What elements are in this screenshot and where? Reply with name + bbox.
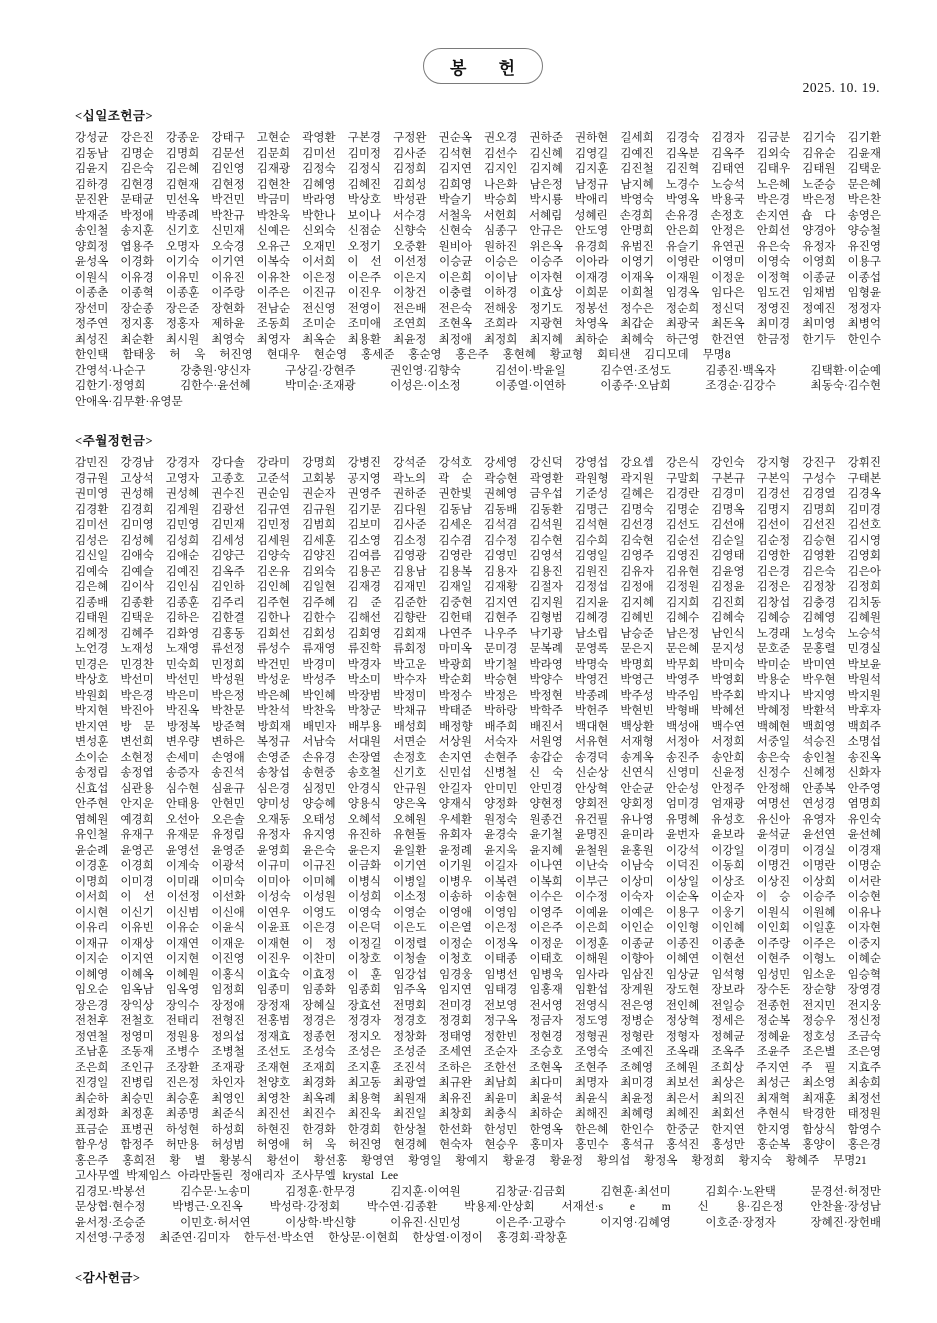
names-line: 정연철 정영미 정원용 정의섭 정재효 정종헌 정지오 정창화 정태영 정한빈 정현경 정형권 정형란 정형자 정혜균 정혜윤 정호성 조금숙 [75, 1030, 881, 1043]
names-line: 송정림 송정엽 송증자 송진석 송창섭 송현중 송호철 신기호 신민섭 신병철 신 숙 신순상 신연식 신영미 신윤정 신정수 신혜정 신화자 [75, 767, 881, 779]
names-line: 한인택 함태웅 허 욱 허진영 현대우 현순영 홍세준 홍순영 홍은주 홍현혜 황교형 회티샌 김디모데 무명8 [75, 349, 731, 361]
document-body [75, 106, 881, 1293]
names-line: 소이순 소현정 손세미 손영애 손영준 손유경 손장열 손정호 손지연 손현주 송갑순 송경덕 송계옥 송진주 송안희 송은숙 송인철 송진옥 [75, 751, 881, 764]
names-line: 강성균 강은진 강종운 강태구 고현순 곽영환 구본경 구정완 권순옥 권오경 권하준 권하현 길세희 김경숙 김경자 김금분 김기숙 김기환 [75, 132, 881, 144]
names-line: 김윤지 김은숙 김은혜 김인영 김재광 김정숙 김정식 김정희 김지연 김지인 김지혜 김지훈 김진철 김진혁 김태연 김태우 김태원 김택운 [75, 163, 881, 175]
section-header: <감사헌금> [75, 1270, 141, 1285]
names-line: 김혜정 김혜주 김화영 김홍동 김회선 김회성 김회영 김회재 나연주 나우주 낙기광 남소립 남승준 남은정 남인식 노경래 노성숙 노승석 [75, 627, 881, 640]
names-line: 김신일 김애숙 김애순 김양근 김양숙 김양진 김여름 김영광 김영란 김영민 김영석 김영일 김영주 김영진 김영태 김영한 김영환 김영회 [75, 550, 881, 562]
names-line: 이명희 이미경 이미래 이미숙 이미아 이미혜 이병식 이병일 이병우 이복련 이복희 이부근 이상미 이상일 이상조 이상진 이상희 이서란 [75, 875, 881, 888]
names-line: 장은경 장익상 장익수 장정애 장정재 장혜실 장효선 전명회 전미경 전보영 전서영 전영식 전은영 전인혜 전일승 전종헌 전지민 전지웅 [75, 999, 881, 1012]
names-line: 최순하 최승민 최승훈 최영인 최영찬 최옥례 최용혁 최원재 최유진 최윤미 최윤석 최윤식 최윤정 최은서 최의진 최재혁 최재훈 최정선 [75, 1092, 881, 1105]
names-line: 홍은주 홍희전 황 별 황봉식 황선이 황선홍 황영연 황영일 황예지 황윤경 황윤정 황의섭 황정옥 황정희 황지숙 황혜주 무명21 [75, 1154, 867, 1167]
names-line: 윤순례 윤영곤 윤영선 윤영준 윤영희 윤은숙 윤은지 윤일환 윤정례 윤지욱 윤지혜 윤철원 윤홍원 이강석 이강일 이경미 이경실 이경재 [75, 844, 881, 857]
names-line: 김은혜 김이삭 김인심 김인하 김인혜 김일현 김재경 김재민 김재일 김재황 김절자 김정섭 김정애 김정원 김정윤 김정은 김정창 김정희 [75, 581, 881, 593]
names-line: 이유리 이유빈 이유순 이윤식 이윤표 이은경 이은덕 이은도 이은열 이은정 이은주 이은희 이인순 이인형 이인혜 이인회 이일훈 이자현 [75, 922, 881, 934]
names-line: 이혜영 이혜옥 이혜원 이홍식 이효숙 이효정 이 훈 임강섭 임경웅 임병선 임병욱 임사라 임삼진 임상균 임석형 임성민 임소운 임승혁 [75, 968, 881, 981]
date-label: 2025. 10. 19. [802, 80, 880, 95]
names-line: 조남훈 조동재 조병수 조병철 조선도 조성숙 조성은 조성준 조세연 조순자 조승호 조영숙 조예진 조옥래 조옥주 조윤주 조은별 조은영 [75, 1046, 881, 1058]
names-line: 표금순 표병권 하성현 하성희 하현진 한경화 한경희 한상철 한선화 한성민 한영옥 한은혜 한인수 한중군 한지연 한지영 함상식 함영수 [75, 1123, 881, 1136]
names-line: 지선영·구중정 최준연·김미자 한두선·박소연 한상문·이현희 한상열·이정이 홍경회·곽창훈 [75, 1232, 568, 1244]
names-line: 김한기·정영희 김한수·윤선혜 박미순·조재광 이성은·이소정 이종열·이연하 이종주·오남희 조경순·김강수 최동숙·김수현 [75, 380, 881, 392]
names-line: 간영석·나순구 강충원·양신자 구상길·강현주 권인영·김향숙 김선이·박윤일 김수연·조성도 김종진·백옥자 김택환·이순예 [75, 364, 881, 377]
names-line: 김경환 김경희 김계원 김광선 김규연 김규원 김기문 김다원 김동남 김동배 김동환 김명근 김명숙 김명순 김명옥 김명지 김명희 김미경 [75, 503, 881, 516]
names-line: 안주현 안지운 안태용 안현민 양미성 양승혜 양용식 양은옥 양재식 양정화 양현정 양회전 양회정 엄미경 엄재광 여명선 연성경 염명희 [75, 798, 881, 810]
names-line: 정주연 정지홍 정홍자 제하윤 조동희 조미순 조미애 조연희 조현옥 조희라 지광현 차영옥 최갑순 최광국 최돈옥 최미경 최미영 최병억 [75, 318, 881, 330]
names-line: 감민진 강경남 강경자 강다솔 강라미 강명희 강병진 강석준 강석호 강세영 강신덕 강영섭 강요셉 강은식 강인숙 강지형 강진구 강휘진 [75, 457, 881, 469]
names-line: 윤성옥 이경화 이기숙 이기연 이복숙 이서희 이 선 이선정 이승균 이승은 이승주 이아라 이영기 이영란 이영미 이영숙 이영희 이용구 [75, 256, 881, 268]
names-line: 박지현 박진아 박진옥 박찬문 박찬석 박찬욱 박창군 박채규 박태준 박하랑 박학주 박헌주 박현빈 박형배 박혜선 박혜정 박환석 박후자 [75, 705, 881, 717]
names-line: 권미영 권성해 권성혜 권수진 권순임 권순자 권영주 권하준 권한빛 권혜영 금우섭 기준성 길혜은 김경란 김경미 김경선 김경열 김경옥 [75, 488, 881, 500]
names-line: 이원식 이유경 이유민 이유진 이유찬 이은정 이은주 이은지 이은희 이이남 이자현 이재경 이재옥 이재원 이정운 이정혁 이종균 이종섭 [75, 271, 881, 284]
page-title: 봉 헌 [449, 58, 517, 78]
names-line: 김경모·박봉선 김수문·노송미 김정훈·한무경 김지훈·이여원 김창균·김금회 김현훈·최선미 김회수·노완택 문경선·허정만 [75, 1185, 881, 1198]
names-line: 유인철 유재구 유재문 유정림 유정자 유지영 유진하 유현돌 유회자 윤경숙 윤기철 윤명진 윤미라 윤번자 윤보라 윤석균 윤선연 윤선혜 [75, 829, 881, 841]
names-line: 이시현 이신기 이신범 이신애 이연우 이영도 이영숙 이영순 이영애 이영임 이영주 이예윤 이예은 이용구 이웅기 이원식 이원혜 이유나 [75, 906, 881, 919]
section-header: <주월정헌금> [75, 434, 154, 448]
names-line: 김동남 김명순 김명희 김문선 김문희 김미선 김미정 김사준 김석현 김선수 김신혜 김영길 김예진 김옥분 김옥주 김외숙 김유순 김윤재 [75, 147, 881, 160]
offering-section [75, 1268, 881, 1286]
names-line: 이종춘 이종혁 이종훈 이주랑 이주은 이진규 이진우 이창건 이충렬 이하경 이효상 이희문 이희철 임경옥 임다은 임도건 임채범 임형윤 [75, 287, 881, 299]
names-line: 경규원 고상석 고영자 고종호 고준석 고회봉 공지영 곽노의 곽 순 곽승현 곽영환 곽원형 곽지원 구말회 구본규 구본익 구성수 구태본 [75, 472, 881, 485]
names-line: 이서희 이 선 이선정 이선화 이성숙 이성원 이성희 이소정 이송하 이송현 이수은 이수정 이숙자 이순옥 이순자 이 승 이승주 이승현 [75, 891, 881, 903]
title-box [423, 48, 543, 84]
section-header: <십일조헌금> [75, 109, 154, 123]
names-line: 민경은 민경찬 민숙희 민정희 박건민 박경미 박경자 박고운 박광희 박기철 박라영 박명숙 박명희 박무회 박미숙 박미순 박미연 박보윤 [75, 658, 881, 671]
names-line: 안애옥·김무환·유영문 [75, 395, 183, 408]
names-line: 이경훈 이경희 이계숙 이광석 이규미 이규진 이금화 이기연 이기원 이길자 이나연 이난숙 이남숙 이덕진 이동희 이명건 이명란 이명순 [75, 860, 881, 872]
names-line: 박원회 박은경 박은미 박은정 박은혜 박인혜 박장범 박정미 박정수 박정은 박정현 박종례 박주성 박주임 박주회 박지나 박지영 박지원 [75, 689, 881, 702]
names-line: 장선미 장순종 장은준 장현화 전남순 전신영 전영이 전은배 전은숙 전해웅 정기도 정봉선 정수은 정순희 정신덕 정영진 정예진 정정자 [75, 302, 881, 315]
names-line: 김하경 김현경 김현재 김현정 김현찬 김혜영 김혜진 김희성 김희영 나은화 남은정 남정규 남지혜 노경수 노승석 노은혜 노준승 문은혜 [75, 178, 881, 191]
names-line: 변성훈 변선희 변우량 변하은 복정규 서남숙 서대원 서면순 서상원 서숙자 서원영 서유현 서재형 서정아 서정희 서중일 석승진 소명섭 [75, 736, 881, 748]
names-line: 문상협·현수정 박병근·오진옥 박성락·강정회 박수연·김종환 박용제·안상회 서재선·s e m 신 용·김은정 안찬율·장성남 [75, 1201, 881, 1213]
names-line: 박상호 박선미 박선민 박성원 박성운 박성주 박소미 박수자 박순회 박승현 박양수 박영건 박영근 박영주 박영회 박용순 박우현 박원석 [75, 674, 881, 686]
names-line: 신효섭 심관용 심수현 심윤규 심은경 심정민 안경식 안규원 안길자 안미민 안민경 안상혁 안순균 안순성 안정주 안정해 안종복 안주영 [75, 782, 881, 795]
names-line: 임오순 임옥남 임옥영 임정희 임종미 임종화 임종희 임주옥 임지연 임태경 임홍재 임환섭 장계원 장도현 장보라 장수돈 장순향 장영경 [75, 984, 881, 996]
names-line: 윤서정·조승준 이민호·허서연 이상학·박신향 이유진·신민성 이은주·고광수 이지영·김혜영 이호준·장정자 장혜진·장헌배 [75, 1216, 881, 1229]
names-line: 고사무엘 박제임스 아라만돌린 정애리자 조사무엘 krystal Lee [75, 1170, 399, 1182]
names-line: 노언경 노재성 노재영 류선정 류성수 류재영 류진학 류회정 마미옥 문미경 문복례 문영록 문은지 문은혜 문지성 문호준 문홍렬 민경실 [75, 643, 881, 655]
names-line: 최성진 최순환 최시원 최영숙 최영자 최옥순 최용환 최윤정 최정애 최정희 최지혜 최하순 최혜숙 하근영 한건연 한금정 한기두 한인수 [75, 333, 881, 346]
offering-section [75, 106, 881, 410]
names-line: 송인철 송지훈 신기호 신민재 신예은 신외숙 신점순 신향숙 신현숙 심종구 안규은 안도영 안명희 안은희 안정은 안희선 양경아 양승철 [75, 225, 881, 237]
names-line: 최정화 최정훈 최종명 최준식 최진선 최진수 최진욱 최진일 최창회 최충식 최하순 최해진 최혜령 최혜진 최회선 추현식 탁경한 태정원 [75, 1108, 881, 1120]
names-line: 조은희 조인규 조장환 조재광 조재현 조재희 조지훈 조진석 조하은 조한선 조현옥 조현주 조혜영 조혜원 조희상 주지연 주 필 지효주 [75, 1061, 881, 1074]
names-line: 전천후 전철호 전태리 전형진 전홍범 정경은 정경자 정경호 정경회 정구옥 정금자 정도영 정병순 정상혁 정세은 정순복 정승우 정신정 [75, 1015, 881, 1027]
names-line: 반지연 방 문 방정복 방준혁 방희재 배민자 배부용 배성희 배정향 배주희 배진서 백대현 백상환 백성애 백수연 백혜현 백희영 백희주 [75, 720, 881, 733]
names-line: 염혜원 예경희 오선아 오은솔 오재동 오태성 오혜석 오혜원 우세환 원정숙 원종건 유건필 유나영 유명혜 유성호 유신아 유영자 유인숙 [75, 813, 881, 826]
names-line: 김예숙 김예슬 김예진 김옥주 김온유 김외숙 김용곤 김용남 김용복 김용자 김용진 김원진 김유자 김유현 김윤영 김은경 김은숙 김은아 [75, 565, 881, 578]
names-line: 김종배 김종환 김종훈 김주리 김주현 김주혜 김 준 김준한 김중현 김지연 김지원 김지윤 김지혜 김지희 김진희 김창섭 김충경 김치동 [75, 596, 881, 609]
names-line: 김태원 김택운 김하은 김한결 김한나 김한수 김해선 김향란 김헌태 김현주 김형범 김혜경 김혜빈 김혜수 김혜숙 김혜승 김혜영 김혜원 [75, 612, 881, 624]
names-line: 이지순 이지연 이지현 이진영 이진우 이찬미 이창호 이청솔 이청호 이태종 이태호 이해원 이향아 이혜연 이현선 이현주 이형노 이혜순 [75, 953, 881, 965]
names-line: 이재규 이재상 이재연 이재운 이재현 이 정 이정길 이정렬 이정순 이정옥 이정운 이정훈 이종균 이종진 이종춘 이주랑 이주은 이중지 [75, 937, 881, 950]
names-line: 박재준 박정애 박종례 박찬규 박찬욱 박한나 보이나 서수경 서철욱 서헌희 서혜림 성혜린 손경희 손유경 손정호 손지연 숍 다 송영은 [75, 209, 881, 222]
names-line: 함우성 함정주 허만용 허성범 허영애 허 욱 허진영 현경혜 현숙자 현승우 홍미자 홍민수 홍석규 홍석진 홍성만 홍순복 홍양이 홍은경 [75, 1139, 881, 1151]
names-line: 김성은 김성혜 김성희 김세성 김세원 김세훈 김소영 김소정 김수겸 김수정 김수현 김수희 김숙현 김순선 김순일 김순정 김승현 김시영 [75, 534, 881, 547]
offering-section [75, 431, 881, 1247]
names-line: 김미선 김미영 김민영 김민재 김민정 김범희 김보미 김사준 김세온 김석겸 김석원 김석현 김선경 김선도 김선애 김선이 김선진 김선호 [75, 519, 881, 531]
names-line: 양희정 엽용주 오명자 오숙경 오유근 오재민 오정기 오중환 원비아 원하진 위은옥 유경희 유범진 유슬기 유연권 유은숙 유정자 유진영 [75, 240, 881, 253]
names-line: 진경일 진병림 진은정 차인자 천양호 최경화 최고동 최광열 최규완 최남희 최다미 최명자 최미경 최보선 최상은 최성근 최소영 최송희 [75, 1077, 881, 1089]
names-line: 문진완 문태균 민선옥 박건민 박금미 박라영 박상호 박성관 박슬기 박승희 박시룡 박애리 박영숙 박영옥 박용국 박은경 박은정 박은찬 [75, 194, 881, 206]
